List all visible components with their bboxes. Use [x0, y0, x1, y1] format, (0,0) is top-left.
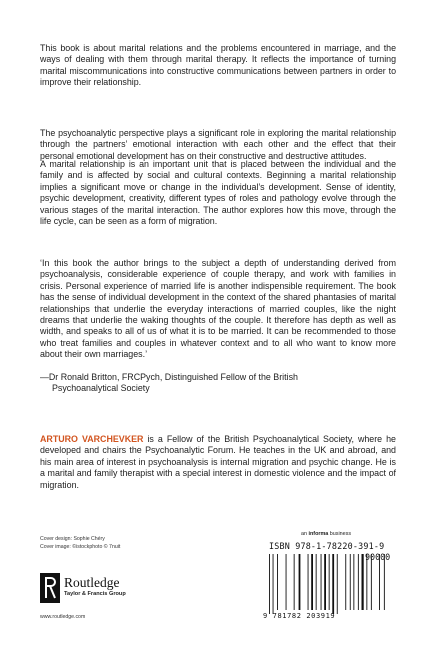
publisher-name: Routledge [64, 575, 120, 590]
isbn-barcode [263, 541, 393, 625]
routledge-logo-icon [40, 573, 60, 603]
endorsement-quote: ‘In this book the author brings to the subject a depth of understanding derived from psychoanalysis, considerable experience of couple therapy, and work with families in crisis. Personal experience of married life is another indispensible requirement. The book has the sense of individual development in the context of the shared phantasies of marital relationships that underlie the everyday interactions of married couples, like the night dreams that underlie the waking thoughts of the couple. It therefore has depth as well as width, and speaks to all of us of what it is to be married. It can be recommended to those who treat families and couples in whatever context and to all who want to know more about their own marriages.’ [40, 258, 396, 360]
attribution-line-1: —Dr Ronald Britton, FRCPych, Distinguished Fellow of the British [40, 372, 298, 382]
barcode-bars [267, 554, 391, 614]
author-bio-text: is a Fellow of the British Psychoanalytical Society, where he developed and chairs the Psychoanalytic Forum. He teaches in the UK and abroad, and his main area of interest in psychoanalysis is internal migration and psychic change. He is a marital and family therapist with a special interest in domestic violence and the impact of migration. [40, 434, 396, 490]
barcode-digits: 9 781782 203919 [263, 612, 336, 620]
informa-prefix: an [301, 531, 309, 537]
informa-brand: informa [308, 531, 329, 537]
description-paragraph-3: A marital relationship is an important unit that is placed between the individual and the family and is affected by social and cultural contexts. Beginning a marital relationship implies a significant move or change in the individual’s development. Sense of identity, psychic development, creativity, different types of roles and pathology evolve through the various stages of the marital interaction. The author explores how this move, through the life cycle, can be seen as a form of migration. [40, 159, 396, 227]
endorsement-attribution [40, 372, 400, 395]
attribution-line-2: Psychoanalytical Society [52, 383, 150, 394]
description-paragraph-1: This book is about marital relations and the problems encountered in marriage, and the ways of dealing with them through marital therapy. It reflects the importance of turning marital miscommunications into constructive communications between partners in order to improve their relationship. [40, 43, 396, 88]
author-bio [40, 434, 396, 491]
informa-suffix: business [328, 531, 352, 537]
publisher-website: www.routledge.com [40, 614, 86, 620]
description-paragraph-2: The psychoanalytic perspective plays a significant role in exploring the marital relationship through the partners’ emotional interaction with each other and the effect that their personal emotional development has on their constructive and destructive attitudes. [40, 128, 396, 161]
isbn-label: ISBN 978-1-78220-391-9 [269, 541, 385, 551]
cover-credits [40, 535, 120, 551]
informa-business-label [301, 531, 351, 537]
price-code: 90000 [365, 552, 391, 562]
cover-image-credit: Cover image: ©istockphoto © 7nuit [40, 544, 121, 550]
cover-design-credit: Cover design: Sophie Chéry [40, 536, 105, 542]
author-name: ARTURO VARCHEVKER [40, 434, 144, 444]
publisher-group: Taylor & Francis Group [64, 591, 126, 597]
